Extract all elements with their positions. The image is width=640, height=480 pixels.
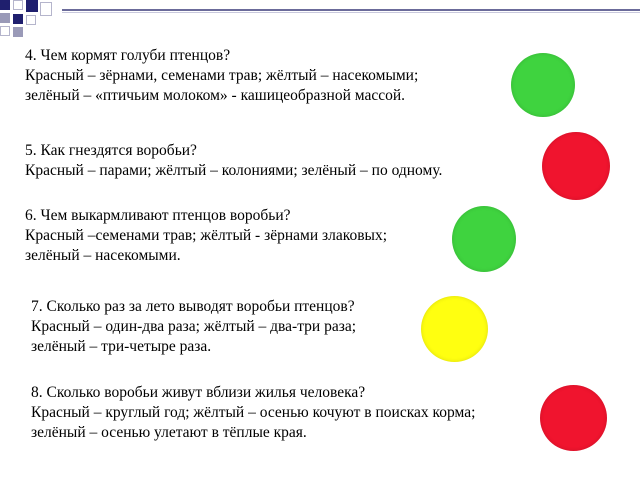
answer-circle-red[interactable]: [542, 132, 610, 200]
deco-square: [26, 15, 36, 25]
header-rule: [62, 9, 640, 11]
question-option-line: Красный – один-два раза; жёлтый – два-три раза;: [31, 318, 357, 335]
deco-square: [13, 14, 23, 24]
question-title: 8. Сколько воробьи живут вблизи жилья человека?: [31, 384, 366, 401]
answer-circle-yellow[interactable]: [421, 296, 488, 362]
deco-square: [13, 0, 23, 10]
header-rule-shadow: [62, 12, 640, 13]
answer-circle-green[interactable]: [511, 53, 575, 117]
question-option-line: зелёный – насекомыми.: [25, 247, 181, 264]
question-option-line: зелёный – «птичьим молоком» - кашицеобразной массой.: [25, 87, 406, 104]
question-4: [25, 46, 418, 106]
question-7: [31, 297, 356, 357]
question-title: 7. Сколько раз за лето выводят воробьи птенцов?: [31, 298, 355, 315]
question-8: [31, 383, 475, 443]
deco-square: [13, 27, 23, 37]
deco-square: [40, 2, 52, 16]
question-option-line: зелёный – три-четыре раза.: [31, 338, 212, 355]
question-option-line: Красный – парами; жёлтый – колониями; зелёный – по одному.: [25, 162, 443, 179]
deco-square: [0, 13, 10, 23]
question-option-line: Красный – зёрнами, семенами трав; жёлтый – насекомыми;: [25, 67, 419, 84]
deco-square: [0, 0, 10, 10]
question-option-line: зелёный – осенью улетают в тёплые края.: [31, 424, 307, 441]
question-title: 5. Как гнездятся воробьи?: [25, 142, 197, 159]
answer-circle-green[interactable]: [452, 206, 516, 272]
deco-square: [26, 0, 38, 12]
question-option-line: Красный –семенами трав; жёлтый - зёрнами злаковых;: [25, 227, 388, 244]
question-5: [25, 141, 442, 181]
question-title: 4. Чем кормят голуби птенцов?: [25, 47, 231, 64]
question-6: [25, 206, 387, 266]
question-title: 6. Чем выкармливают птенцов воробьи?: [25, 207, 291, 224]
question-option-line: Красный – круглый год; жёлтый – осенью кочуют в поисках корма;: [31, 404, 476, 421]
deco-square: [0, 26, 10, 36]
answer-circle-red[interactable]: [540, 385, 607, 451]
